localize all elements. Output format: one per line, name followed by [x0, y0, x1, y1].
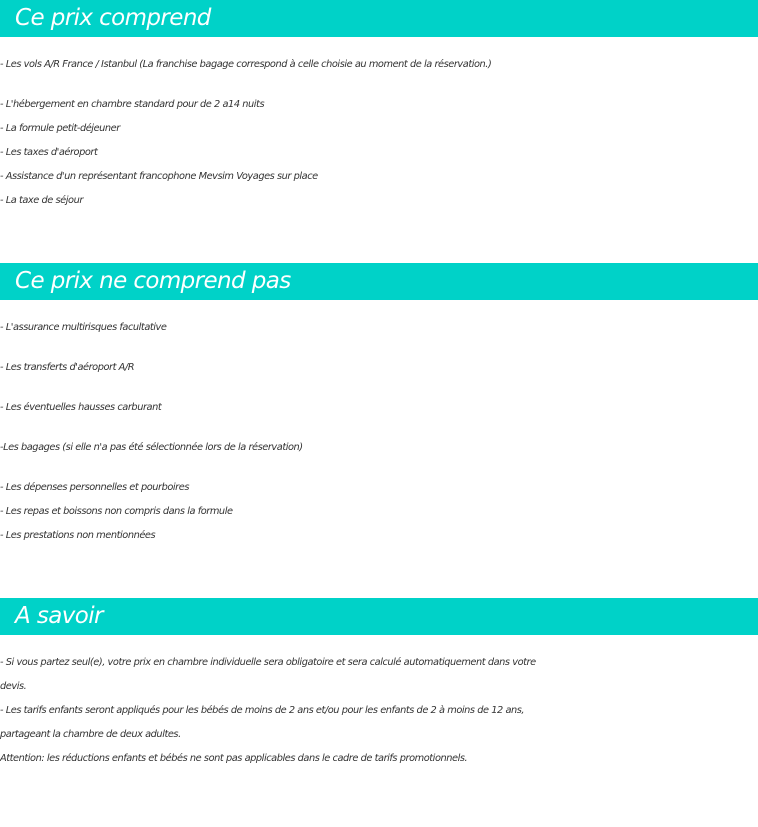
section-title-info: A savoir [15, 603, 103, 629]
info-line: - Si vous partez seul(e), votre prix en chambre individuelle sera obligatoire et sera calculé automatiquement dans votre [0, 657, 536, 668]
section-header-info [0, 598, 758, 635]
section-title-excluded: Ce prix ne comprend pas [15, 268, 291, 294]
included-item: - Les taxes d'aéroport [0, 147, 98, 158]
included-item: - Assistance d'un représentant francophone Mevsim Voyages sur place [0, 171, 318, 182]
excluded-item: - L'assurance multirisques facultative [0, 322, 167, 333]
info-line: Attention: les réductions enfants et bébés ne sont pas applicables dans le cadre de tarifs promotionnels. [0, 753, 468, 764]
info-line: - Les tarifs enfants seront appliqués pour les bébés de moins de 2 ans et/ou pour les enfants de 2 à moins de 12 ans, [0, 705, 525, 716]
info-line: partageant la chambre de deux adultes. [0, 729, 181, 740]
included-item: - Les vols A/R France / Istanbul (La franchise bagage correspond à celle choisie au moment de la réservation.) [0, 59, 492, 70]
excluded-item: - Les éventuelles hausses carburant [0, 402, 162, 413]
excluded-item: - Les dépenses personnelles et pourboires [0, 482, 189, 493]
excluded-item: - Les prestations non mentionnées [0, 530, 156, 541]
section-title-included: Ce prix comprend [15, 5, 211, 31]
included-item: - La formule petit-déjeuner [0, 123, 120, 134]
excluded-item: - Les transferts d'aéroport A/R [0, 362, 135, 373]
excluded-item: - Les repas et boissons non compris dans la formule [0, 506, 233, 517]
included-item: - La taxe de séjour [0, 195, 83, 206]
included-item: - L'hébergement en chambre standard pour de 2 a14 nuits [0, 99, 265, 110]
section-header-included [0, 0, 758, 37]
info-line: devis. [0, 681, 27, 692]
section-header-excluded [0, 263, 758, 300]
excluded-item: -Les bagages (si elle n'a pas été sélectionnée lors de la réservation) [0, 442, 303, 453]
